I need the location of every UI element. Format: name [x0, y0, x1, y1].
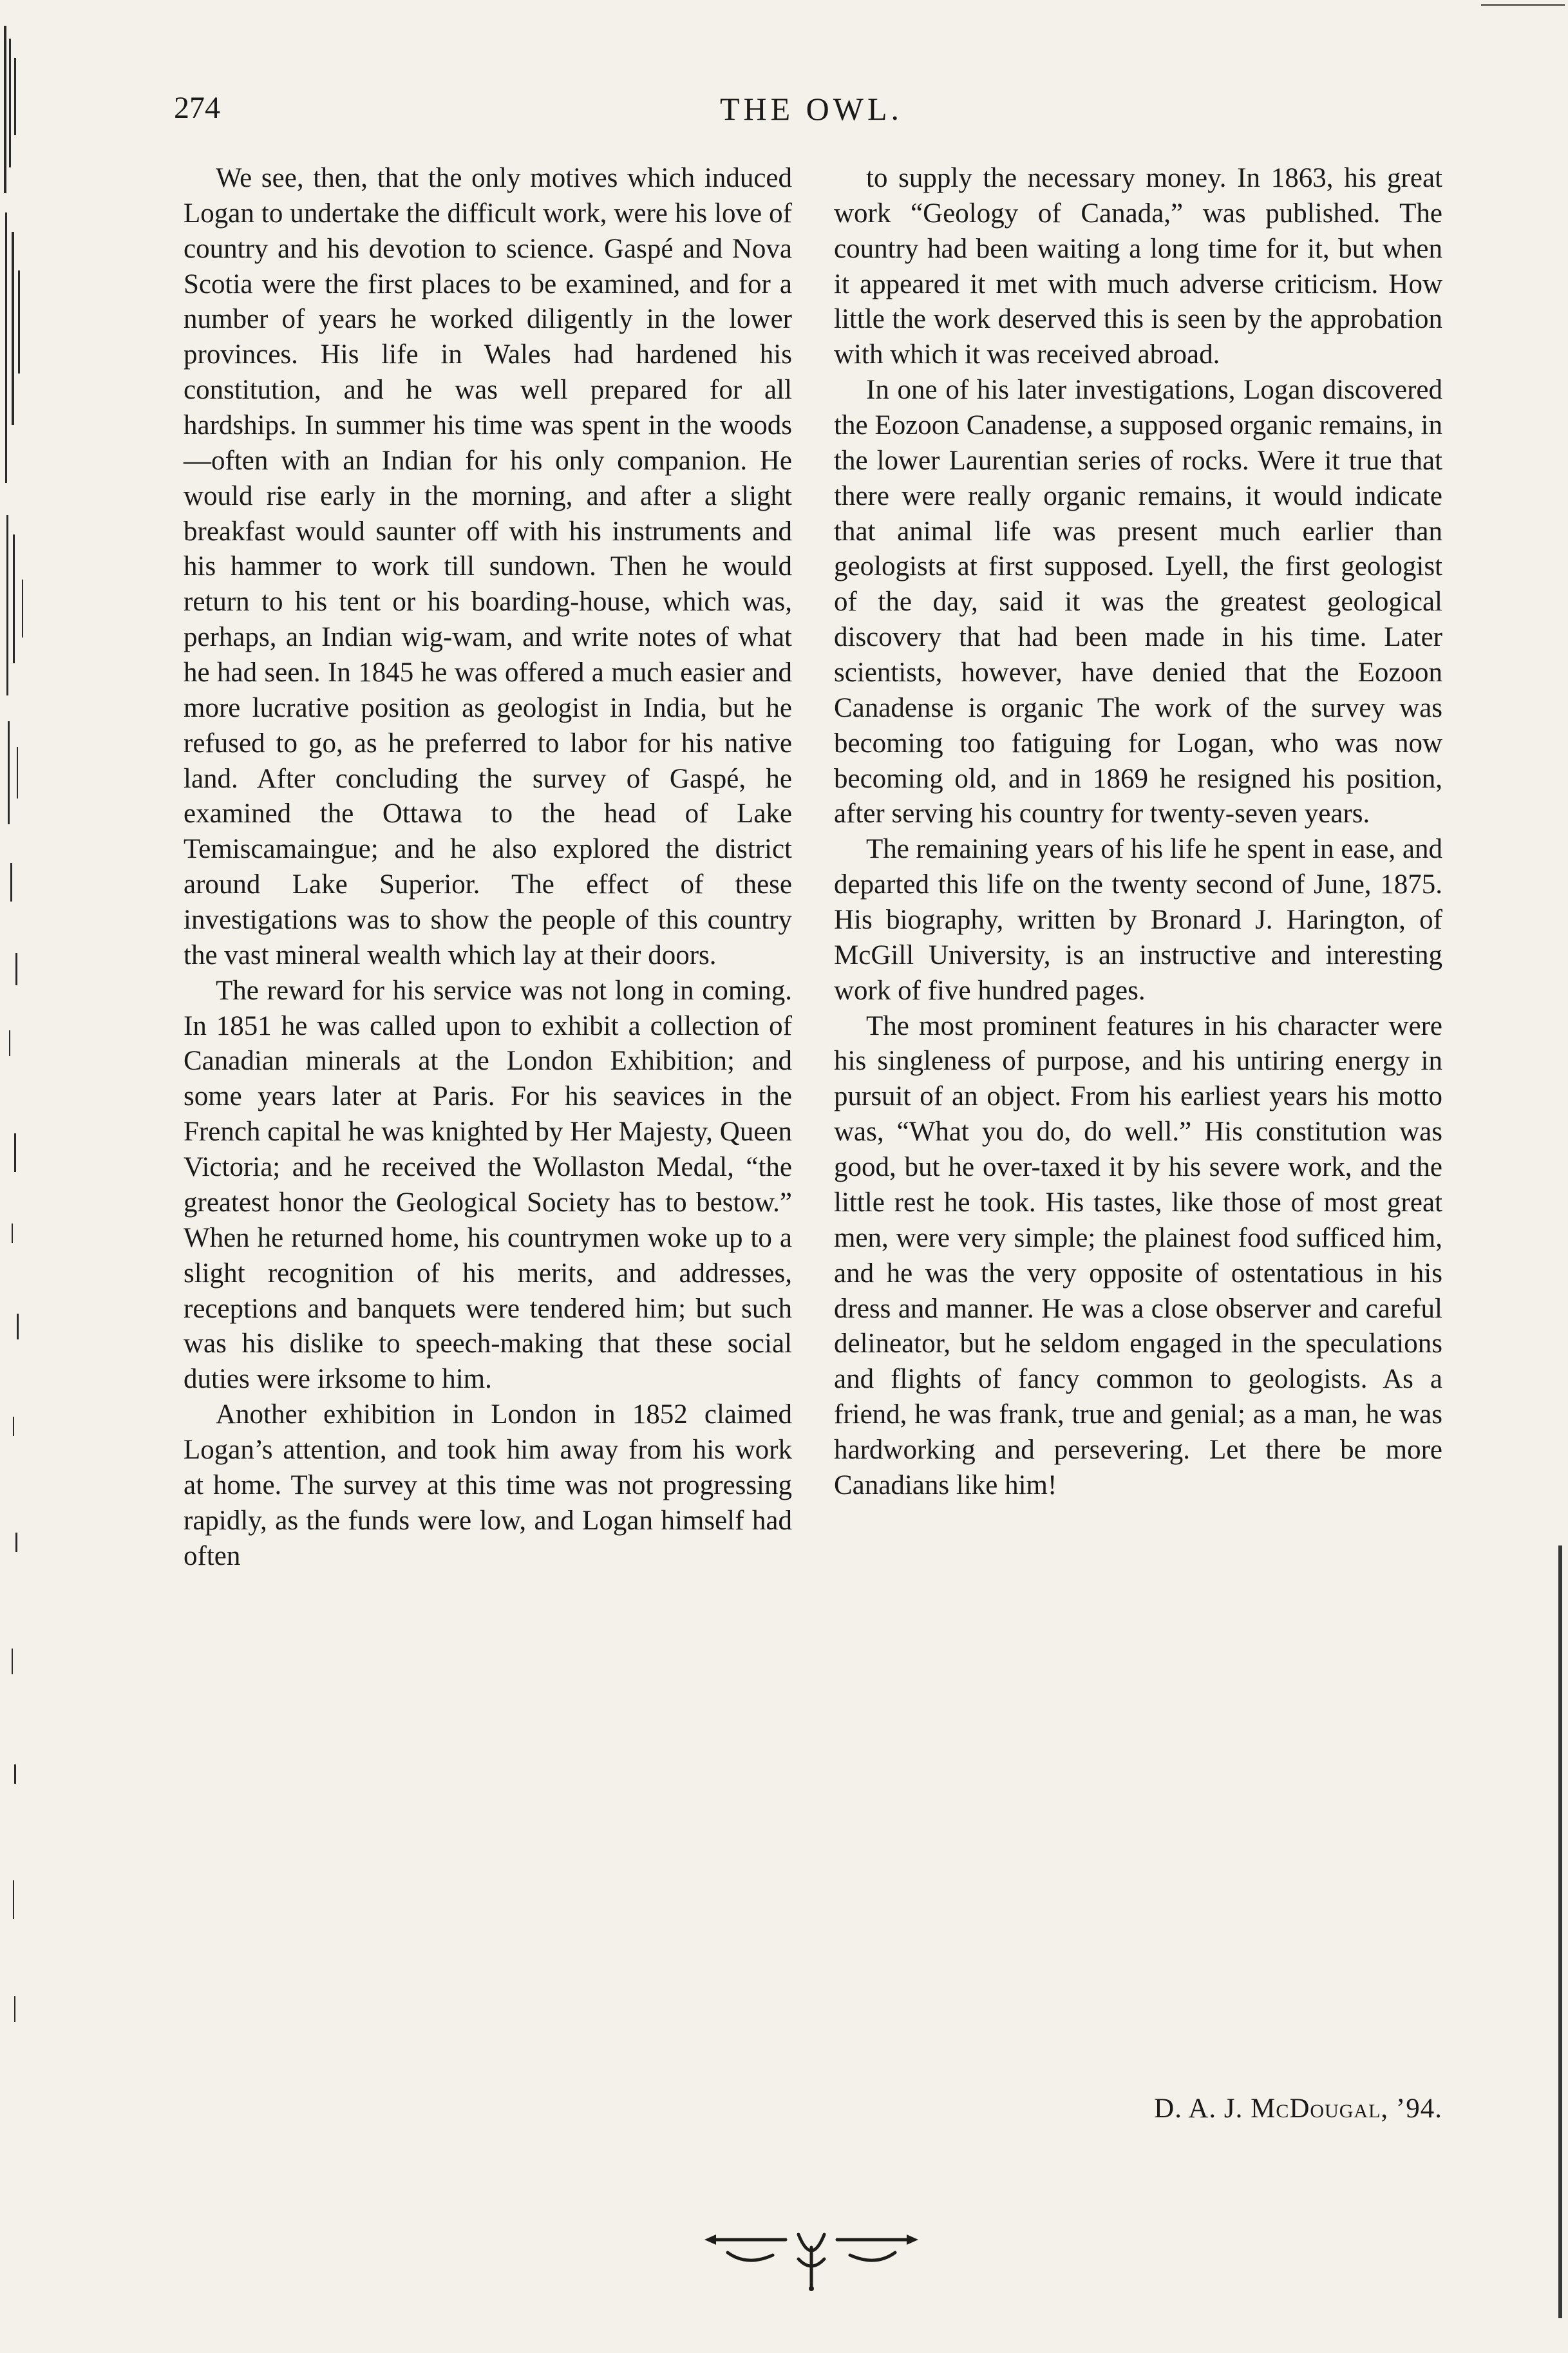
author-initials: D. A. J.: [1154, 2093, 1243, 2124]
scan-edge-shadow: [1558, 1545, 1562, 2318]
binding-margin-specks: [0, 0, 39, 2353]
author-surname: McDougal: [1251, 2093, 1381, 2124]
running-head: THE OWL.: [719, 91, 903, 127]
author-year: ’94.: [1395, 2093, 1442, 2124]
page-header: [174, 90, 1449, 142]
scan-edge-rule: [1481, 4, 1565, 6]
paragraph: We see, then, that the only motives which induced Logan to undertake the difficult work, were his love of country and his devotion to science. Gaspé and Nova Scotia were the first places to be examined, and for a number of years he worked diligently in the lower provinces. His life in Wales had hardened his constitution, and he was well prepared for all hardships. In summer his time was spent in the woods—often with an Indian for his only companion. He would rise early in the morning, and after a slight breakfast would saunter off with his instruments and his hammer to work till sundown. Then he would return to his tent or his boarding-house, which was, perhaps, an Indian wig-wam, and write notes of what he had seen. In 1845 he was offered a much easier and more lucrative position as geologist in India, but he refused to go, as he preferred to labor for his native land. After concluding the survey of Gaspé, he examined the Ottawa to the head of Lake Temiscamaingue; and he also explored the district around Lake Superior. The effect of these investigations was to show the people of this country the vast mineral wealth which lay at their doors.: [184, 163, 792, 970]
page-number: 274: [174, 91, 220, 125]
paragraph: In one of his later investigations, Logan discovered the Eozoon Canadense, a supposed organic remains, in the lower Laurentian series of rocks. Were it true that there were really organic remains, it would indicate that animal life was present much earlier than geologists at first supposed. Lyell, the first geologist of the day, said it was the greatest geological discovery that had been made in his time. Later scientists, however, have denied that the Eozoon Canadense is organic The work of the survey was becoming too fatiguing for Logan, who was now becoming old, and in 1869 he resigned his position, after serving his country for twenty-seven years.: [834, 375, 1442, 829]
author-separator: ,: [1381, 2093, 1396, 2124]
author-signature: [834, 2093, 1442, 2124]
paragraph: The remaining years of his life he spent in ease, and departed this life on the twenty second of June, 1875. His biography, written by Bronard J. Harington, of McGill University, is an instructive and interesting work of five hundred pages.: [834, 834, 1442, 1006]
paragraph: The most prominent features in his character were his singleness of purpose, and his untiring energy in pursuit of an object. From his earliest years his motto was, “What you do, do well.” His constitution was good, but he over-taxed it by his severe work, and the little rest he took. His tastes, like those of most great men, were very simple; the plainest food sufficed him, and he was the very opposite of ostentatious in his dress and manner. He was a close observer and careful delineator, but he seldom engaged in the speculations and flights of fancy common to geologists. As a friend, he was frank, true and genial; as a man, he was hardworking and persevering. Let there be more Canadians like him!: [834, 1010, 1442, 1500]
left-column: [184, 161, 792, 1574]
right-column: [834, 161, 1442, 1504]
paragraph: to supply the necessary money. In 1863, his great work “Geology of Canada,” was published. The country had been waiting a long time for it, but when it appeared it met with much adverse criticism. How little the work deserved this is seen by the approbation with which it was received abroad.: [834, 163, 1442, 370]
tailpiece-ornament-icon: [702, 2222, 921, 2292]
paragraph: The reward for his service was not long in coming. In 1851 he was called upon to exhibit a collection of Canadian minerals at the London Exhibition; and some years later at Paris. For his seavices in the French capital he was knighted by Her Majesty, Queen Victoria; and he received the Wollaston Medal, “the greatest honor the Geological Society has to bestow.” When he returned home, his countrymen woke up to a slight recognition of his merits, and addresses, receptions and banquets were tendered him; but such was his dislike to speech-making that these social duties were irksome to him.: [184, 975, 792, 1395]
paragraph: Another exhibition in London in 1852 claimed Logan’s attention, and took him away from his work at home. The survey at this time was not progressing rapidly, as the funds were low, and Logan himself had often: [184, 1399, 792, 1571]
